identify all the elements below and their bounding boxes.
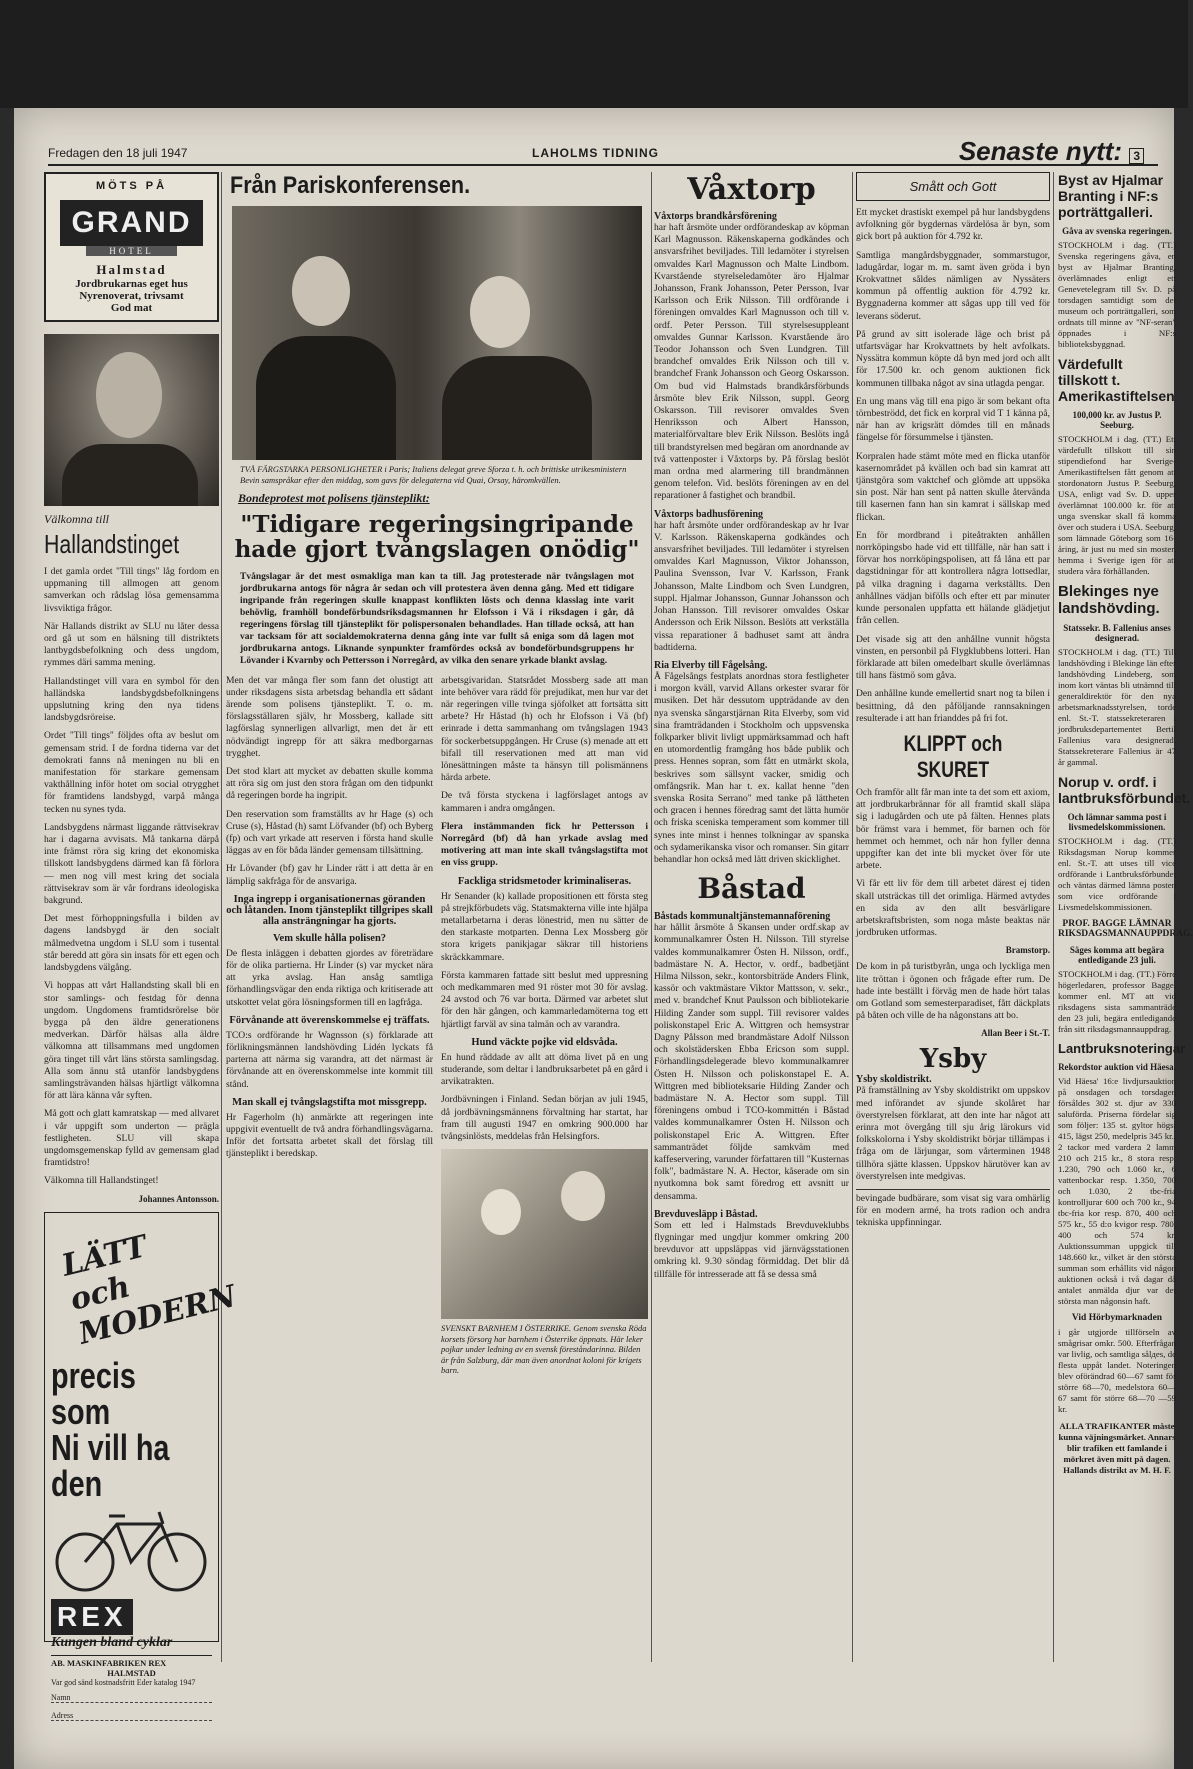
section-text: har hållit årsmöte å Skansen under ordf.skap av kommunalkamrer Östen H. Nilsson. Till styrelse valdes kommunalkamrer Östen H. Nilsson, ordf., badmästare N. A. Hector, v. ordf., badbetjänt Hilma Nilsson, sekr., kontorsbiträde Anders Flink, kassör och vaktmästare Viktor Mattsson, v. sekr., med v. brandchef Knut Paulsson och bibliotekarie Hilding Zander som suppl. Till revisorer valdes poliskonstapel Eric A. Wittgren och hemsystrar Dagny Pålsson med brandmästare Adolf Nilsson och skolstädersken Ebba Ericson som suppl. Förhandlingsdelegerade blevo kommunalkamrer Östen H. Nilsson och poliskonstapel E. A. Wittgren med biblioteksarie Hilding Zander och badmästare N. A. Hector som suppl. Till föreningens ombud i TCO-kommittén i Båstad valdes kommunalkamrer Östen H. Nilsson och poliskonstapel Eric A. Wittgren. Efter sammanträdet följde samkväm med kaffeservering, varunder författaren till "Kusternas folk", badmästare N. A. Hector, kåserade om sin nyutkomna bok samt föredrog ett avsnitt ur densamma. [654,922,849,1202]
news-text: STOCKHOLM i dag. (TT.) Riksdagsman Norup kommer enl. St.-T. att utses till vice ordförande i Lantbruksförbundet och väntas därmed lämna posten som vice ordförande i Livsmedelskommissionen. [1058,836,1176,912]
signature: Johannes Antonsson. [138,1193,219,1204]
paris-photo [232,206,642,460]
subhead: Förvånande att överenskommelse ej träffats. [229,1014,430,1026]
article-paragraph: Men det var många fler som fann det olustigt att under riksdagens sista arbetsdag behandla ett sådant ärende som polisens tjänsteplikt. T. o. m. förslagsställaren själv, hr Mossberg, kallade sitt lagförslag synnerligen allvarligt, men det är ett nödvändigt ingrepp för att säkra medborgarnas trygghet. [226,674,433,759]
column-rule [852,172,853,1662]
column-rule [221,172,222,1662]
subhead: Vem skulle hålla polisen? [272,932,387,944]
news-subhead: Gåva av svenska regeringen. [1062,226,1172,236]
subhead: Fackliga stridsmetoder kriminaliseras. [457,875,632,887]
article-paragraph: Vi får ett liv för dem till arbetet därest ej tiden skall utsträckas till det orimliga. Härmed avtydes en sida av den allt besvärligare arbetskraftsbristen, som noga måste beaktas när jordbruken utformas. [856,878,1050,939]
article-paragraph: På grund av sitt isolerade läge och brist på utfartsvägar har Krokvattnets by helt avfolkats. Nyssätra kommun köpte då byn med jord och allt för 17.500 kr. och genom auktionen fick kommunen tillbaka något av sina utlagda pengar. [856,328,1050,389]
article-paragraph: Och framför allt får man inte ta det som ett axiom, att jordbrukarbrännar för all framtid skall släpa sig i ladugården och ute på fälten. Hennes plats bör främst vara i hemmet, för barnen och för hemmet och hemmet, och när hon fyller denna uppgifter kan det inte bli mycket över för ute arbete. [856,786,1050,872]
column-rule [651,172,652,1662]
article-paragraph: Vi hoppas att vårt Hallandsting skall bli en stor samlings- och festdag för denna ungdom. Ungdomens framtidsrörelse bör bygga på den äldre generationens medverkan. Därför hälsas alla äldre välkomna att tillsammans med ungdomen göra tinget till vårt läns största samlingsdag. Alla som ännu stå utanför landsbygdens samlingsträvanden hälsas hjärtligt välkomna för att lära känna vår syften. [44,980,219,1102]
news-text: STOCKHOLM i dag. (TT.) Ett värdefullt tillskott till sin stipendiefond har Sverige-Amerikastiftelsen fått genom att stordonatorn Justus P. Seeburg, USA, enligt vad Sv. D. upper överlämnat 100.000 kr. för att unga svenskar skall få komma över och studera i USA. Seeburg, som lämnade Göteborg som 16-åring, är just nu med sin moster, hemma i Sverige igen för att studera våra förhållanden. [1058,434,1176,576]
barnhem-photo [441,1149,648,1319]
bastad-title: Båstad [697,872,806,906]
article-paragraph: Det mest förhoppningsfulla i bilden av dagens landsbygd är den socialt målmedvetna ungdom i SLU som i tusental står beredd att göra sin insats för ett egen och landsbygdens välgång. [44,913,219,974]
article-paragraph: En ung mans väg till ena pigo är som bekant ofta törnbeströdd, det fick en korpral vid T 1 känna på, när han av krigsrätt dömdes till en månads fängelse för försummelse i tjänsten. [856,395,1050,444]
section-text: har haft årsmöte under ordförandeskap av hr Ivar V. Karlsson. Räkenskaperna godkändes och ansvarsfrihet beviljades. Till ledamöter i styrelsen omvaldes Karl Magnusson, Viktor Johansson, Paulina Svensson, Ivar V. Karlsson, Frank Johansson, Malte Lindbom och Sven Lundgren, suppl. Hjalmar Johansson, Gunnar Johansson och Johan Hansson. Till revisorer omvaldes Oskar Andersson och Erik Nilsson. Beslöts att verkställa vissa reparationer å badhuset samt att ändra badtiderna. [654,519,849,653]
article-paragraph: Ordet "Till tings" följdes ofta av beslut om gemensam strid. I de fordna tiderna var det demokrati fanns nå meningen nu bli en manifestation för starkare gemensam vakthållning inför hotet om social otrygghet för framtidens landsbygd, varpå många tecken nu synes tyda. [44,730,219,815]
section-head: Ria Elverby till Fågelsång. [654,659,768,671]
column-3 [654,172,849,1672]
vaxtorp-title: Våxtorp [687,172,816,207]
article-paragraph: De två första styckena i lagförslaget antogs av kammaren i andra omgången. [441,790,648,814]
article-paragraph: Den anhållne kunde emellertid snart nog ta bilen i besittning, då den påföljande rannsakningen resulterade i att han frianddes på fri fot. [856,688,1050,724]
article-paragraph: Flera instämmanden fick hr Pettersson i Norregård (bf) då han yrkade avslag med motivering att man inte skall tvångslagstifta mot en viss grupp. [441,820,648,869]
article-paragraph: Det visade sig att den anhållne vunnit högsta vinsten, en personbil på Flygklubbens lotteri. Han förklarade att bilen omedelbart skulle överlämnas till hans fästmö som gåva. [856,633,1050,682]
column-2 [226,172,648,1672]
rex-city: HALMSTAD [107,1667,156,1678]
rex-bicycle-ad [44,1212,240,1720]
news-headline: Värdefullt tillskott t. Amerikastiftelsen [1058,356,1175,404]
scan-top-border [0,0,1188,108]
news-subhead: Statssekr. B. Fallenius anses designerad. [1063,623,1171,643]
lead-paragraph: Tvångslagar är det mest osmakliga man kan ta till. Jag protesterade när tvångslagen mot jordbrukarna antogs för några år sedan och vill protestera även denna gång. Med ett tidigare ingripande från regeringen skulle knappast konflikten lösts och denna klasslag inte varit behövlig, framhöll bondeförbundsriksdagsmannen hr Elofsson i Vä i riksdagen i går, då regeringens förslag till tjänsteplikt för polispersonalen behandlades. Han tillade också, att han var tacksam för att socialdemokraterna denna gång inte var fullt så eniga som då lagen mot jordbrukarna antogs. Liknande synpunkter framfördes också av bondeförbundsgruppens hr Lövander i Kvarnby och Pettersson i Norregård, av vilka den senare yrkade blankt avslag. [240,571,634,666]
article-paragraph: De flesta inläggen i debatten gjordes av företrädare för de olika partierna. Hr Linder (s) var mycket nära att yrka avslag. Han ansåg samtliga förhandlingsvägar den enda riktiga och kritiserade att utskottet velat göra lösningsformen till en lagfråga. [226,947,433,1008]
child-figure [481,1189,521,1235]
news-headline: Lantbruksnoteringar [1058,1041,1186,1056]
article-paragraph: I det gamla ordet "Till tings" låg fordom en uppmaning till allmogen att genom samverkan och rådslag lösa gemensamma livsviktiga frågor. [44,566,219,614]
column-rule [1053,172,1054,1662]
kicker: Bondeprotest mot polisens tjänsteplikt: [238,491,430,505]
figure-body-left [256,336,396,460]
rex-latt-modern: LÄTT och MODERN [58,1228,240,1352]
coupon-name-field: Namn [51,1693,212,1703]
subcolumn-left [226,675,433,1380]
masthead [48,136,1158,166]
rex-ni-vill-ha: Ni vill ha [51,1426,170,1468]
rex-company: AB. MASKINFABRIKEN REX [51,1655,212,1668]
ad-mots-pa: MÖTS PÅ [95,180,168,192]
rex-logo: REX [51,1599,133,1635]
article-paragraph: Må gott och glatt kamratskap — med allvaret i vår uppgift som underton — prägla festligheten. SLU vill skapa ungdomsgemenskap fylld av gemensam glad framtidstro! [44,1108,219,1169]
signature: Allan Beer i St.-T. [981,1028,1050,1039]
figure-head-right [470,276,530,348]
article-paragraph: TCO:s ordförande hr Wagnsson (s) förklarade att förlikningsmännen landshövding Lidén lyckats få parterna att närma sig varandra, att det närmast är förvånande att en överenskommelse inte kommit till stånd. [226,1029,433,1090]
article-paragraph: Landsbygdens närmast liggande rättvisekrav har i dagarna avvisats. Må tankarna därpå inte främst röra sig kring det ekonomiska tillskott landsbygdens därmed kan få förlora — men nog vill mest kring det sociala rättvisekrav som är vår fordrans ideologiska bakgrund. [44,821,219,907]
article-paragraph: Hr Lövander (bf) gav hr Linder rätt i att detta är en lämplig sakfråga för de ansvariga. [226,863,433,887]
hallandstinget-title: Hallandstinget [44,529,180,559]
news-text: STOCKHOLM i dag. (TT.) Förre högerledaren, professor Bagge, kommer enl. MT att vid riksdagens sista sammanträde den 23 juli, begära entledigande från sitt riksdagsmannauppdrag. [1058,969,1176,1034]
news-text: STOCKHOLM i dag. (TT.) Till landshövding i Blekinge län efter landshövding Lindeberg, som inom kort väntas bli utnämnd till generaldirektör för den nya arbetsmarknadsstyrelsen, torde enl. St.-T. statssekreteraren i jordbruksdepartementet Bertil Fallenius vara designerad. Statssekreterare Fallenius är 47 år gammal. [1058,647,1176,767]
section-head: Våxtorps badhusförening [654,508,764,520]
article-paragraph: Första kammaren fattade sitt beslut med uppresning och medkammaren med 91 röster mot 30 för avslag. 24 avstod och 76 var borta. Därmed var arbetet slut för den här gången, och kammarledamöterna tog ett hjärtligt farväl av sina talmän och av varandra. [441,969,648,1030]
article-paragraph: Ett mycket drastiskt exempel på hur landsbygdens avfolkning gör bygdernas värdelösa är byn, som gick bort på auktion för 4.792 kr. [856,207,1050,243]
article-paragraph: Jordbävningen i Finland. Sedan början av juli 1945, då jordbävningsmännens förvaltning har startat, har fram till augusti 1947 en omkring 900.000 har tvångsinlösts, meddelas från Helsingfors. [441,1094,648,1143]
subhead: Man skall ej tvångslagstifta mot missgrepp. [232,1096,427,1108]
masthead-date: Fredagen den 18 juli 1947 [48,146,188,160]
adult-figure [561,1171,605,1221]
ysby-title: Ysby [919,1044,987,1075]
subhead: Hund väckte pojke vid eldsvåda. [471,1036,618,1048]
column-5 [1058,172,1193,1672]
article-paragraph: Välkomna till Hallandstinget! [44,1175,159,1187]
figure-head-left [292,256,350,326]
article-paragraph: En för mordbrand i piteåtrakten anhållen norrköpingsbo hade vid ett tillfälle, när han satt i förvar hos norrköpingspolisen, att få låna ett par dagstidningar för att kontrollera några lottsedlar, på vilka dragning i dagarna verkställts. Den anhållnes vädjan bifölls och efter ett par minuter kunde personalen uppfatta ett hälande glädjetjut från cellen. [856,529,1050,627]
rex-den: den [51,1462,103,1504]
news-subhead: Rekordstor auktion vid Häesa. [1058,1062,1176,1072]
column-4 [856,172,1050,1672]
article-paragraph: Den reservation som framställts av hr Hage (s) och Cruse (s), Håstad (h) samt Löfvander (bf) och Byberg (fp) och vart yrkade att reserven i första hand skulle läggas av en för båda länder gemensam tillsättning. [226,808,433,857]
article-paragraph: Korpralen hade stämt möte med en flicka utanför kasernområdet på kvällen och bad sin kamrat att tjänstgöra som vaktchef och glömde att uppsöka sin post. När han sent på natten skulle återvända till kasernen fann han sin kamrat i sällskap med flickan. [856,450,1050,523]
article-paragraph: De kom in på turistbyrån, unga och lyckliga men lite tröttan i ögonen och frågade efter rum. De hade inte beställt i förväg men de hade hört talas om Gotland som semesterparadiset, fått däckplats på båten och ville de ha någonstans att bo. [856,961,1050,1022]
ad-line-2: Nyrenoverat, trivsamt [79,290,184,302]
rex-offer: Var god sänd kostnadsfritt Eder katalog 1947 [51,1677,196,1687]
grand-logo: GRAND [60,200,203,246]
news-headline: Byst av Hjalmar Branting i NF:s porträttgalleri. [1058,172,1164,220]
news-headline: Blekinges nye landshövding. [1058,583,1160,617]
traffic-notice: ALLA TRAFIKANTER måste kunna väjningsmärket. Annars blir trafiken ett famlande i mörkret även mitt på dagen. Hallands distrikt av M. H. F. [1058,1421,1176,1475]
article-paragraph: En hund räddade av allt att döma livet på en ung studerande, som deltar i landbruksarbetet på en gård i arvikatrakten. [441,1051,648,1088]
section-head: Båstads kommunaltjänstemannaförening [654,911,831,923]
article-paragraph: Hr Senander (k) kallade propositionen ett första steg på strejkförbudets väg. Statsmakterna ville inte hjälpa metallarbetarna i deras lönestrid, men nu sätter de den starkaste motparten. Denna Lex Mossberg gör stora krigets panikjagar säkrar till historiens skräckkammare. [441,890,648,963]
news-text: STOCKHOLM i dag. (TT.) Svenska regeringens gåva, en byst av Hjalmar Branting, överlämnades enligt ett Genevetelegram till Sv. D. på torsdagen samtidigt som det museum och porträttgalleri, som ordnats till minne av "NF-seran" öppnades i NF:s biblioteksbyggnad. [1058,240,1176,349]
smatt-och-gott-box: Smått och Gott [856,172,1050,201]
news-text: Vid Häesa' 16:e livdjursauktion på onsdagen och torsdagen försåldes 302 st. djur av 330 salufördа. Priserna fördelar sig som följer: 135 st. gyltor högst 415, lägst 250, medelpris 345 kr., 2 tackor med vardera 2 lamm 210 och 215 kr., 8 stora resp. 1.230, 790 och 1.060 kr., 6 vattenbockar resp. 1.350, 700 och 1.030, 2 tbc-fria kontrolljurar 600 och 700 kr., 94 tbc-fria kor resp. 870, 400 och 575 kr., 55 d:o kvigor resp. 780, 400 och 574 kr. Auktionssumman uppgick till 148.660 kr., vilket är den största summan som erhållits vid någon auktionen också i två dagar då antalet anmälda djur var det största man någonsin haft. [1058,1076,1176,1306]
photo-caption: TVÅ FÄRGSTARKA PERSONLIGHETER i Paris; Italiens delegat greve Sforza t. h. och brittiske utrikesministern Bevin samspråkar efter den middag, som gavs för delegaterna vid Quai, Orsay, häromkvällen. [240,464,627,485]
ad-line-3: God mat [110,302,153,314]
masthead-senaste-nytt: Senaste nytt: 3 [959,136,1144,167]
article-paragraph: Hr Fagerholm (h) anmärkte att regeringen inte uppgivit eventuellt de två andra förhandlingsvägarna. Inför det fortsatta arbetet skall det förslag till tjänsteplikt i beredskap. [226,1111,433,1160]
photo2-caption: SVENSKT BARNHEM I ÖSTERRIKE. Genom svenska Röda korsets försorg har barnhem i Österrike öppnats. Här leker pojkar under ledning av en svensk föreståndarinna. Bilden är från Salzburg, där man även anordnat koloni för krigets barn. [441,1323,647,1376]
article-paragraph: Det stod klart att mycket av debatten skulle komma att röra sig om just den stora frågan om den tidpunkt då regeringen borde ha ingripit. [226,766,433,802]
section-head: Ysby skoldistrikt. [856,1074,932,1086]
news-text: i går utgjorde tillförseln av smågrisar omkr. 500. Efterfrågan var livlig, och samtliga sålдes, de flesta uppåt landet. Noteringen blev oförändrad 60—67 samt för större 68—70, medelstora 60—67 samt för större 68—70 —59 kr. [1058,1327,1176,1414]
paris-conference-title: Från Pariskonferensen. [230,172,471,199]
article-paragraph: Hallandstinget vill vara en symbol för den halländska landsbygdsbefolkningens uppslutning kring den nya tidens landsbygdsröreise. [44,675,219,724]
news-headline: PROF. BAGGE LÄMNAR RIKSDAGSMANNAUPPDRAG. [1058,919,1193,939]
signature: Bramstorp. [1005,945,1050,956]
article-paragraph: bevingade budbärare, som visat sig vara omhärlig för en modern armé, ha trots radion och andra tekniska uppfinningar. [856,1189,1050,1230]
section-text: På framställning av Ysby skoldistrikt om uppskov med införandet av sjunde skolåret har överstyrelsen förklarat, att den inte har något att erinra mot övergång till sju årig lärokurs vid folkskolorna i Ysby skoldistrikt börjar tillämpas i fråga om de lärjungar, som vårterminen 1948 tillhöra sjätte klassen. Uppskov härutöver kan av överstyrelsen inte medgivas. [856,1085,1050,1182]
welcome-label: Välkomna till [44,512,109,526]
section-head: Våxtorps brandkårsförening [654,211,777,222]
headline: "Tidigare regeringsingripande hade gjort tvångslagen onödig" [234,511,640,564]
section-text: har haft årsmöte under ordförandeskap av köpman Karl Magnusson. Räkenskaperna godkändes och ansvarsfrihet beviljades. Till ledamöter i styrelsen omvaldes Karl Magnusson och Malte Lindbom. Kvarstående styrelseledamöter äro Hjalmar Johansson, Frank Johansson, Peter Persson, Ivar Karlsson och Erik Nilsson. Till ordförande i föreningen omvaldes Karl Magnusson och till v. ordf. Peter Persson. Till styrelsesuppleant omvaldes Gunnar Karlsson. Kvarstående äro Teodor Johansson och Sven Lundgren. Till brandchef omvaldes Erik Nilsson och till v. brandchef Frank Johansson och Georg Oskarsson. Om bud vid Halmstads brandkårsförbunds årsmöte blev Erik Nilsson, suppl. Georg Oskarsson. Till revisorer omvaldes Sven Henriksson och Albert Hansson, materialförvaltare blev Erik Nilsson. Beslöts ingå till brandstyrelsen med begäran om anordnande av två vattenposter i Våxtorps by. På förslag beslöt man ordna med alarmering till brandmännen genom telefon. Vid. beslöts föreningen av en del reparationer å fastighet och brandbil. [654,222,849,502]
section-head: Brevduvesläpp i Båstad. [654,1208,758,1220]
coupon-address-field: Adress [51,1711,212,1721]
column-1 [44,172,240,1720]
hotel-label: HOTEL [86,246,177,256]
bicycle-icon [51,1502,211,1594]
ad-city: Halmstad [96,262,167,277]
section-text: Som ett led i Halmstads Brevduveklubbs flygningar med ungdjur kommer omkring 200 brevduvor att uppsläppas vid järnvägsstationen omkring kl. 9.30 söndag förmiddag. Det blir då tillfälle för intresserade att få se dessa små [654,1219,849,1280]
portrait-photo [44,334,219,506]
portrait-suit [62,444,198,506]
article-paragraph: arbetsgivaridan. Statsrådet Mossberg sade att man inte behöver vara rädd för prejudikat, men hur var det när regeringen ville tvinga sjöfolket att fortsätta sitt arbete? Hr Håstad (h) och hr Elofsson i Vä (bf) erinrade i detta sammanhang om tvångslagen 1943 för sockerbetsuppgången. Hr Cruse (s) menade att ett bifall till reservationen med att man vid lönesättningen måste ta hänsyn till polismännens härda arbete. [441,674,648,784]
news-subhead: 100,000 kr. av Justus P. Seeburg. [1072,410,1162,430]
subhead: Inga ingrepp i organisationernas göranden och låtanden. Inom tjänsteplikt tillgripes skall alla ansträngningar ha gjorts. [226,893,433,927]
klippt-title: KLIPPT och SKURET [903,730,1003,782]
grand-hotel-ad [44,172,219,322]
portrait-face [96,352,162,438]
figure-body-right [442,356,592,460]
article-paragraph: Samtliga mangårdsbyggnader, sommarstugor, ladugårdar, logar m. m. samt även gröda i byn Krokvattnet såldes nämligen av Nyssäters kommun på offentlig auktion för 4.792 kr. Byggnaderna kommer att sågas upp till ved för leverans söderut. [856,249,1050,322]
section-text: Å Fågelsångs festplats anordnas stora festligheter i morgon kväll, varvid Allans orkester svarar för musiken. Det här dessutom uppträdande av den nya svenska sångarstjärnan Rita Elverby, som vid sina framträdanden i Stockholm och uppsvenska folkparker blivit livligt uppmärksammad och haft en utomordentlig framgång hos både publik och press. Hennes sopran, som fått en utmärkt skola, beskrives som sällsynt vacker, smidig och omfångsrik. Man har t. ex. kallat henne "den svenska Rosita Serrano" med tanke på lättheten och gracen i hennes föredrag samt det lätta humör och friska sceniska temperament som kommer till synes inte minst i hennes tolkningar av spanska och sydamerikanska visor och romanser. Sin gitarr behandlar hon också med lätt driven skicklighet. [654,670,849,865]
news-subhead: Säges komma att begära entledigande 23 juli. [1069,945,1165,965]
rex-precis-som: precis som [51,1354,136,1432]
masthead-paper-name: LAHOLMS TIDNING [532,146,659,160]
subcolumn-right [441,675,648,1380]
ad-line-1: Jordbrukarnas eget hus [75,278,188,290]
article-paragraph: När Hallands distrikt av SLU nu låter dessa ord gå ut som en hälsning till distriktets lantbygdsbefolkning och dess ungdom, rymmes däri samma mening. [44,620,219,669]
rex-slogan: Kungen bland cyklar [51,1634,173,1650]
news-headline: Norup v. ordf. i lantbruksförbundet. [1058,774,1191,806]
news-headline: Vid Hörbymarknaden [1071,1313,1163,1323]
news-subhead: Och lämnar samma post i livsmedelskommissionen. [1067,812,1167,832]
